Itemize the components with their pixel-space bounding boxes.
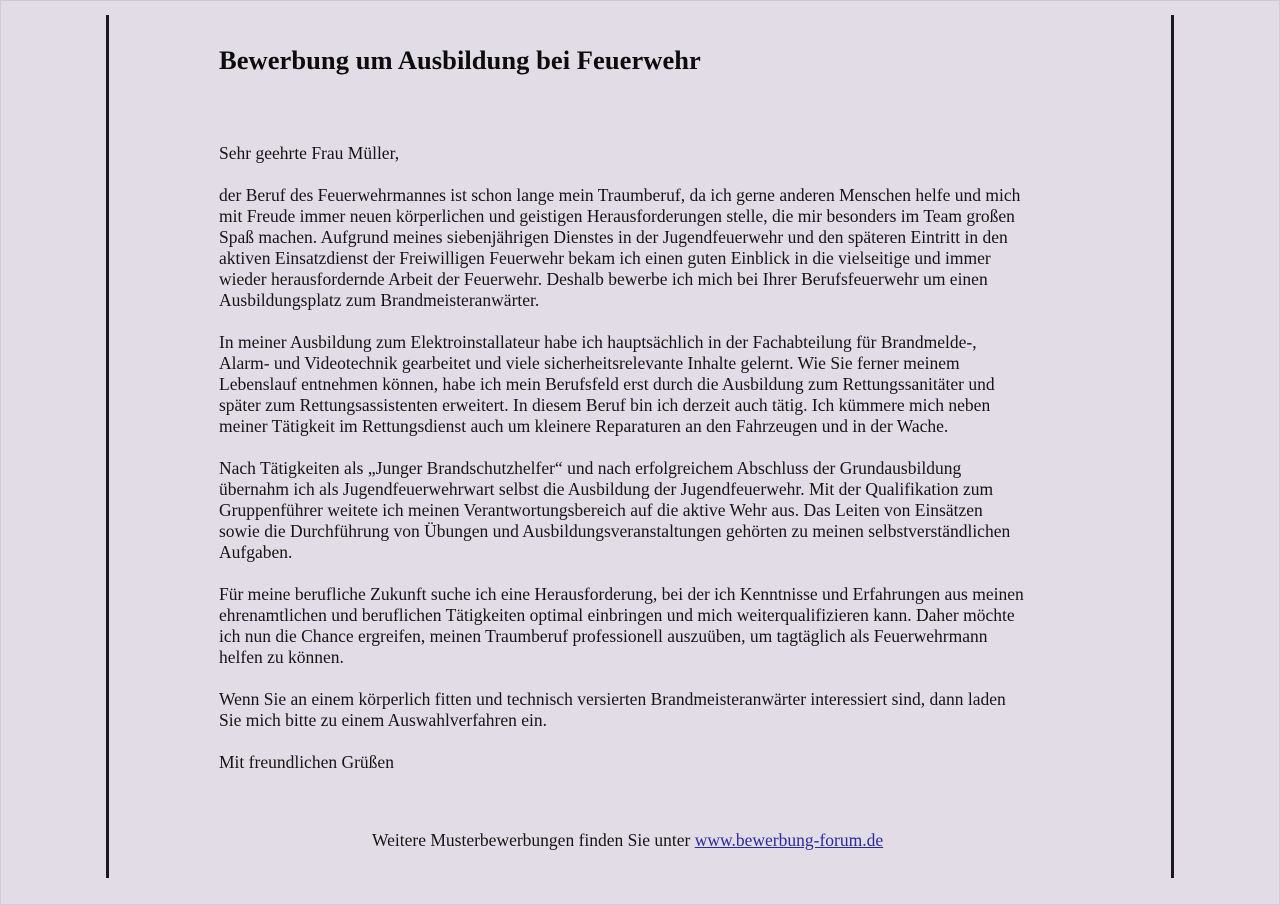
line: Wenn Sie an einem körperlich fitten und technisch versierten Brandmeisteranwärter interessiert sind, dann laden (219, 689, 1006, 709)
line: Für meine berufliche Zukunft suche ich eine Herausforderung, bei der ich Kenntnisse und Erfahrungen aus meinen (219, 584, 1024, 604)
line: der Beruf des Feuerwehrmannes ist schon lange mein Traumberuf, da ich gerne anderen Menschen helfe und mich (219, 185, 1021, 205)
paragraph-1 (219, 185, 1069, 311)
line: wieder herausfordernde Arbeit der Feuerwehr. Deshalb bewerbe ich mich bei Ihrer Berufsfeuerwehr um einen (219, 269, 988, 289)
paragraph-3 (219, 458, 1069, 563)
letter-paragraphs (219, 185, 1069, 773)
website-link[interactable]: www.bewerbung-forum.de (694, 830, 884, 850)
footer-line (372, 830, 883, 851)
line: Nach Tätigkeiten als „Junger Brandschutzhelfer“ und nach erfolgreichem Abschluss der Grundausbildung (219, 458, 962, 478)
line: helfen zu können. (219, 647, 344, 667)
line: sowie die Durchführung von Übungen und Ausbildungsveranstaltungen gehörten zu meinen selbstverständlichen (219, 521, 1011, 541)
line: übernahm ich als Jugendfeuerwehrwart selbst die Ausbildung der Jugendfeuerwehr. Mit der Qualifikation zum (219, 479, 994, 499)
paragraph-5 (219, 689, 1069, 731)
closing: Mit freundlichen Grüßen (219, 752, 394, 772)
footer-text: Weitere Musterbewerbungen finden Sie unter (372, 830, 695, 850)
line: Aufgaben. (219, 542, 293, 562)
line: meiner Tätigkeit im Rettungsdienst auch um kleinere Reparaturen an den Fahrzeugen und in der Wache. (219, 416, 949, 436)
line: später zum Rettungsassistenten erweitert. In diesem Beruf bin ich derzeit auch tätig. Ich kümmere mich neben (219, 395, 991, 415)
line: Sie mich bitte zu einem Auswahlverfahren ein. (219, 710, 548, 730)
right-margin-rule (1171, 15, 1174, 878)
paragraph-2 (219, 332, 1069, 437)
line: Ausbildungsplatz zum Brandmeisteranwärter. (219, 290, 540, 310)
line: aktiven Einsatzdienst der Freiwilligen Feuerwehr bekam ich einen guten Einblick in die vielseitige und immer (219, 248, 991, 268)
line: Alarm- und Videotechnik gearbeitet und viele sicherheitsrelevante Inhalte gelernt. Wie Sie ferner meinem (219, 353, 960, 373)
line: Lebenslauf entnehmen können, habe ich mein Berufsfeld erst durch die Ausbildung zum Rettungssanitäter und (219, 374, 995, 394)
line: ehrenamtlichen und beruflichen Tätigkeiten optimal einbringen und mich weiterqualifizieren kann. Daher möchte (219, 605, 1015, 625)
line: ich nun die Chance ergreifen, meinen Traumberuf professionell auszuüben, um tagtäglich als Feuerwehrmann (219, 626, 988, 646)
line: In meiner Ausbildung zum Elektroinstallateur habe ich hauptsächlich in der Fachabteilung für Brandmelde-, (219, 332, 977, 352)
paragraph-4 (219, 584, 1069, 668)
salutation: Sehr geehrte Frau Müller, (219, 143, 400, 163)
letter-title: Bewerbung um Ausbildung bei Feuerwehr (219, 45, 701, 75)
line: mit Freude immer neuen körperlichen und geistigen Herausforderungen stelle, die mir besonders im Team großen (219, 206, 1015, 226)
left-margin-rule (106, 15, 109, 878)
line: Spaß machen. Aufgrund meines siebenjährigen Dienstes in der Jugendfeuerwehr und den späteren Eintritt in den (219, 227, 1008, 247)
line: Gruppenführer weitete ich meinen Verantwortungsbereich auf die aktive Wehr aus. Das Leiten von Einsätzen (219, 500, 983, 520)
letter-body (219, 40, 1069, 772)
